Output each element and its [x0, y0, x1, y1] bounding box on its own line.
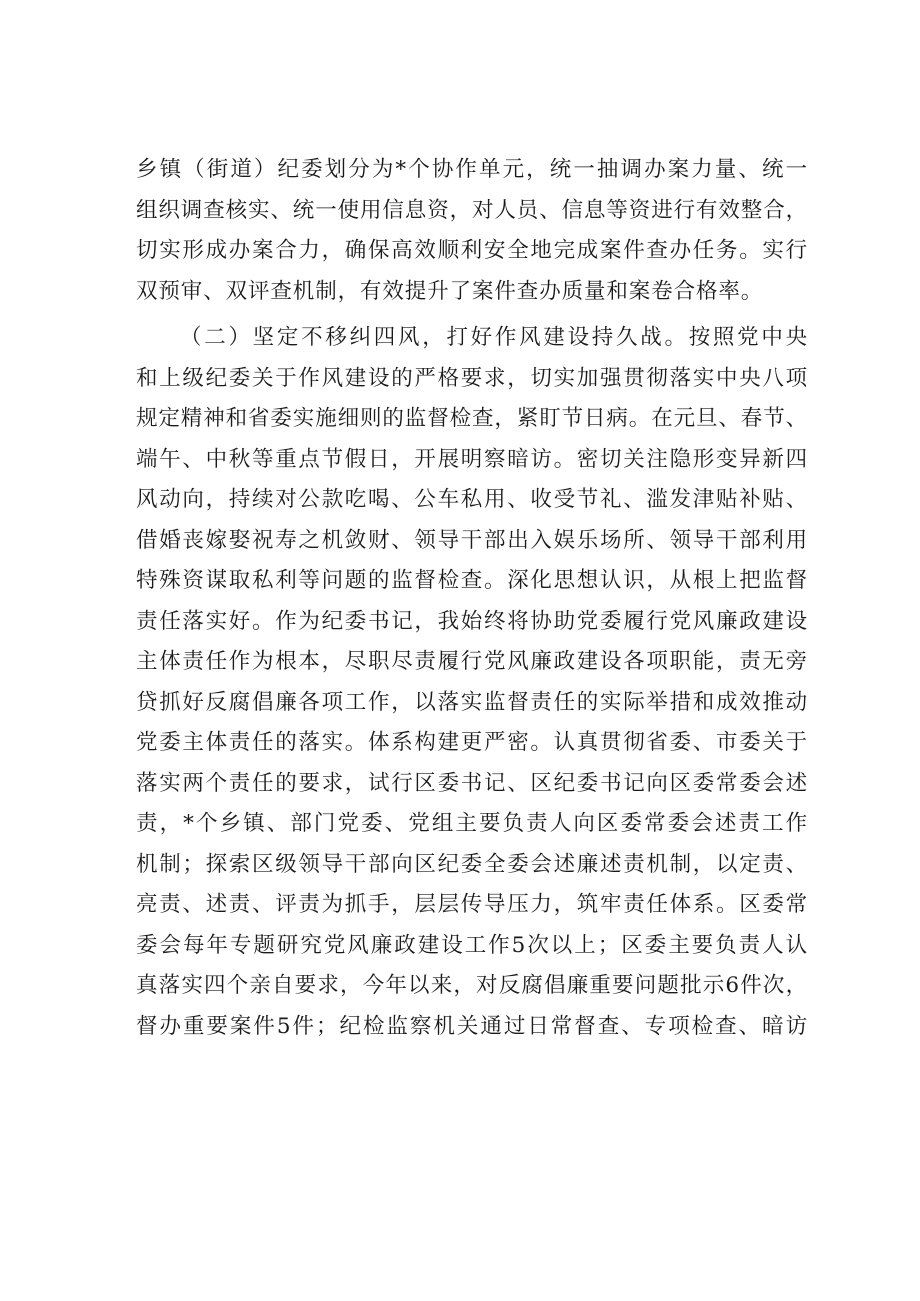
document-body [136, 150, 808, 1047]
text-line: 责任落实好。作为纪委书记，我始终将协助党委履行党风廉政建设 [136, 608, 808, 634]
text-line: 组织调查核实、统一使用信息资，对人员、信息等资进行有效整合， [136, 197, 809, 223]
text-line: 责，*个乡镇、部门党委、党组主要负责人向区委常委会述责工作 [136, 811, 808, 836]
text-line: 规定精神和省委实施细则的监督检查，紧盯节日病。在元旦、春节、 [136, 406, 809, 431]
text-line: 双预审、双评查机制，有效提升了案件查办质量和案卷合格率。 [136, 278, 764, 304]
text-line: 乡镇（街道）纪委划分为*个协作单元，统一抽调办案力量、统一 [136, 157, 808, 182]
text-line: 机制；探索区级领导干部向区纪委全委会述廉述责机制，以定责、 [136, 851, 808, 877]
text-line: （二）坚定不移纠四风，打好作风建设持久战。按照党中央 [180, 325, 808, 350]
text-line: 切实形成办案合力，确保高效顺利安全地完成案件查办任务。实行 [136, 238, 808, 263]
text-line: 端午、中秋等重点节假日，开展明察暗访。密切关注隐形变异新四 [136, 446, 808, 472]
text-line: 特殊资谋取私利等问题的监督检查。深化思想认识，从根上把监督 [136, 568, 808, 593]
paragraph-1 [136, 150, 808, 312]
text-line: 贷抓好反腐倡廉各项工作，以落实监督责任的实际举措和成效推动 [136, 689, 808, 715]
text-line: 亮责、述责、评责为抓手，层层传导压力，筑牢责任体系。区委常 [136, 892, 808, 917]
text-line: 主体责任作为根本，尽职尽责履行党风廉政建设各项职能，责无旁 [136, 649, 808, 674]
text-line: 和上级纪委关于作风建设的严格要求，切实加强贯彻落实中央八项 [136, 365, 808, 391]
text-line: 委会每年专题研究党风廉政建设工作5次以上；区委主要负责人认 [136, 932, 808, 958]
text-line: 落实两个责任的要求，试行区委书记、区纪委书记向区委常委会述 [136, 770, 808, 796]
text-line: 借婚丧嫁娶祝寿之机敛财、领导干部出入娱乐场所、领导干部利用 [136, 527, 808, 553]
text-line: 党委主体责任的落实。体系构建更严密。认真贯彻省委、市委关于 [136, 730, 808, 755]
text-line: 督办重要案件5件；纪检监察机关通过日常督查、专项检查、暗访 [136, 1013, 808, 1039]
paragraph-2 [136, 318, 808, 1047]
text-line: 真落实四个亲自要求，今年以来，对反腐倡廉重要问题批示6件次， [136, 973, 808, 998]
text-line: 风动向，持续对公款吃喝、公车私用、收受节礼、滥发津贴补贴、 [136, 487, 808, 512]
